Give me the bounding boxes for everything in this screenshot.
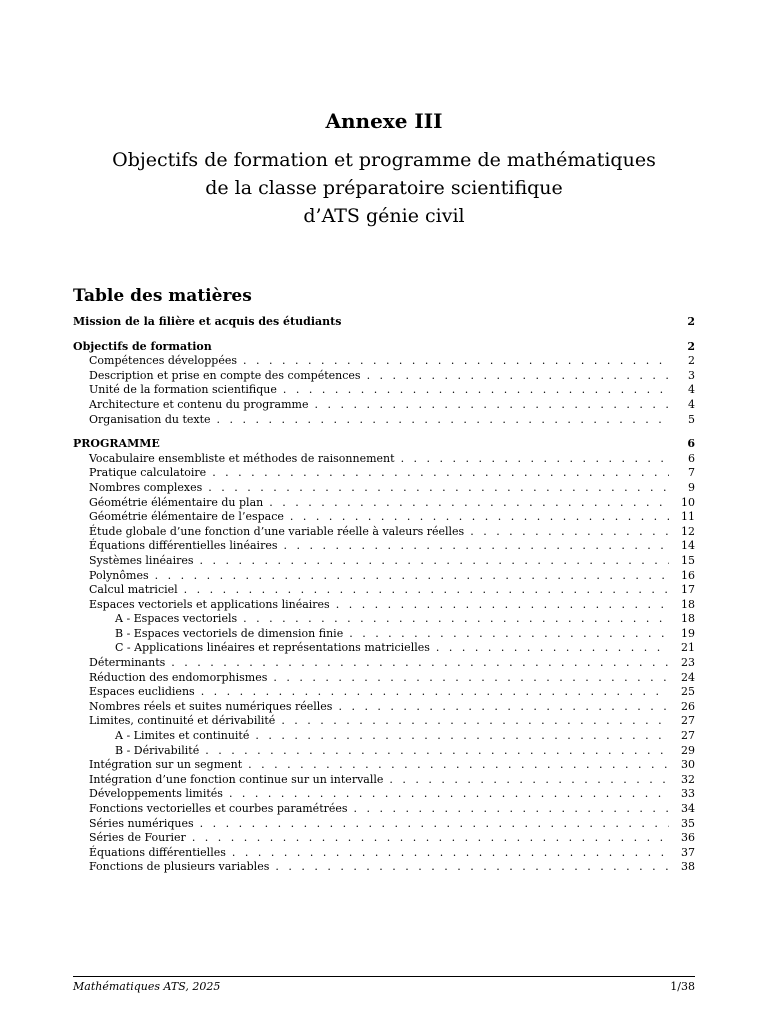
toc-entry-label: B - Dérivabilité <box>115 743 200 757</box>
toc-entry-page: 4 <box>688 383 695 397</box>
leader-dots <box>284 539 670 554</box>
leader-dots <box>273 671 669 686</box>
toc-entry-page: 23 <box>681 656 695 670</box>
toc-entry-page: 6 <box>687 437 695 451</box>
leader-dots <box>248 758 669 773</box>
toc-entry-label: Organisation du texte <box>89 412 211 426</box>
toc-entry[interactable] <box>73 481 695 496</box>
toc-entry-page: 21 <box>681 641 695 655</box>
toc-entry-page: 30 <box>681 758 695 772</box>
toc-entry-label: Polynômes <box>89 568 149 582</box>
toc-entry[interactable] <box>73 383 695 398</box>
leader-dots <box>349 627 669 642</box>
toc-entry-label: Nombres réels et suites numériques réelles <box>89 699 333 713</box>
toc-entry-label: A - Limites et continuité <box>115 729 250 743</box>
leader-dots <box>367 369 669 384</box>
toc-entry[interactable] <box>73 539 695 554</box>
leader-dots <box>171 656 669 671</box>
annexe-title: Annexe III <box>325 109 443 133</box>
leader-dots <box>436 641 669 656</box>
toc-entry-page: 2 <box>687 315 695 328</box>
toc-entry-label: Équations différentielles linéaires <box>89 539 278 553</box>
toc-entry-page: 19 <box>681 626 695 640</box>
leader-dots <box>155 569 669 584</box>
toc-entry-page: 7 <box>688 466 695 480</box>
toc-entry-page: 9 <box>688 480 695 494</box>
toc-entry[interactable] <box>73 369 695 384</box>
toc-entry-label: B - Espaces vectoriels de dimension finie <box>115 626 344 640</box>
toc-entry-label: C - Applications linéaires et représentations matricielles <box>115 641 430 655</box>
leader-dots <box>315 398 670 413</box>
toc-entry-label: PROGRAMME <box>73 437 160 451</box>
toc-entry[interactable] <box>73 510 695 525</box>
toc-entry-label: Objectifs de formation <box>73 339 212 353</box>
toc-entry[interactable] <box>73 817 695 832</box>
toc-entry-page: 12 <box>681 524 695 538</box>
leader-dots <box>255 729 669 744</box>
toc-entry-page: 36 <box>681 831 695 845</box>
leader-dots <box>200 817 669 832</box>
leader-dots <box>205 744 669 759</box>
leader-dots <box>243 354 669 369</box>
subtitle-line-2: de la classe préparatoire scientifique <box>205 177 563 199</box>
toc-entry-label: Compétences développées <box>89 354 238 368</box>
footer-divider <box>73 976 695 977</box>
toc-entry-label: Description et prise en compte des compétences <box>89 368 361 382</box>
toc-entry[interactable] <box>73 569 695 584</box>
toc-entry-label: Calcul matriciel <box>89 583 178 597</box>
toc-entry[interactable] <box>73 758 695 773</box>
toc-entry[interactable] <box>73 413 695 428</box>
subtitle-line-1: Objectifs de formation et programme de mathématiques <box>112 149 656 171</box>
toc-entry[interactable] <box>73 700 695 715</box>
toc-entry-label: Architecture et contenu du programme <box>89 397 309 411</box>
toc-entry[interactable] <box>73 685 695 700</box>
toc-entry[interactable] <box>73 860 695 875</box>
toc-entry-page: 5 <box>688 412 695 426</box>
toc-entry-label: Espaces euclidiens <box>89 685 195 699</box>
toc-entry-page: 18 <box>681 612 695 626</box>
toc-entry-page: 32 <box>681 772 695 786</box>
toc-entry-label: Vocabulaire ensembliste et méthodes de raisonnement <box>89 451 395 465</box>
toc-entry-page: 33 <box>681 787 695 801</box>
leader-dots <box>208 481 669 496</box>
toc-entry[interactable] <box>73 714 695 729</box>
toc-entry-page: 34 <box>681 802 695 815</box>
toc-entry[interactable] <box>73 729 695 744</box>
toc-entry[interactable] <box>73 641 695 656</box>
toc-entry-page: 17 <box>681 583 695 597</box>
subtitle-line-3: d’ATS génie civil <box>303 205 465 227</box>
toc-entry-label: Étude globale d’une fonction d’une variable réelle à valeurs réelles <box>89 524 465 538</box>
leader-dots <box>336 598 669 613</box>
toc-entry-page: 15 <box>681 553 695 567</box>
toc-entry-page: 37 <box>681 845 695 859</box>
toc-entry-label: Mission de la filière et acquis des étudiants <box>73 315 342 328</box>
toc-entry[interactable] <box>73 773 695 788</box>
leader-dots <box>184 583 669 598</box>
toc-entry-page: 26 <box>681 699 695 713</box>
toc-entry-page: 25 <box>681 685 695 699</box>
leader-dots <box>389 773 669 788</box>
toc-entry-label: Espaces vectoriels et applications linéaires <box>89 597 330 611</box>
toc-entry-label: A - Espaces vectoriels <box>115 612 238 626</box>
toc-entry-label: Séries de Fourier <box>89 831 186 845</box>
leader-dots <box>275 860 669 875</box>
toc-entry-page: 6 <box>688 451 695 465</box>
toc-entry-page: 14 <box>681 539 695 553</box>
leader-dots <box>338 700 669 715</box>
toc-entry-page: 11 <box>681 510 695 524</box>
toc-entry[interactable] <box>73 598 695 613</box>
footer-title: Mathématiques ATS, 2025 <box>73 980 221 993</box>
toc-entry-page: 4 <box>688 397 695 411</box>
leader-dots <box>290 510 669 525</box>
toc-entry-mission[interactable] <box>73 315 695 330</box>
toc-entry-page: 24 <box>681 670 695 684</box>
toc-entry[interactable] <box>73 398 695 413</box>
document-title-block <box>0 108 768 230</box>
toc-entry-label: Déterminants <box>89 656 166 670</box>
toc-entry-label: Fonctions vectorielles et courbes paramétrées <box>89 802 348 815</box>
toc-entry-label: Systèmes linéaires <box>89 553 194 567</box>
toc-entry-label: Pratique calculatoire <box>89 466 207 480</box>
toc-entry-page: 35 <box>681 816 695 830</box>
toc-entry-label: Séries numériques <box>89 816 194 830</box>
toc-entry[interactable] <box>73 496 695 511</box>
toc-entry[interactable] <box>73 627 695 642</box>
toc-entry[interactable] <box>73 466 695 481</box>
leader-dots <box>283 383 669 398</box>
toc-entry-label: Géométrie élémentaire du plan <box>89 495 264 509</box>
toc-entry-label: Limites, continuité et dérivabilité <box>89 714 276 728</box>
leader-dots <box>201 685 669 700</box>
leader-dots <box>354 802 669 817</box>
leader-dots <box>212 466 669 481</box>
toc-entry-page: 10 <box>681 495 695 509</box>
toc-entry-label: Unité de la formation scientifique <box>89 383 277 397</box>
leader-dots <box>229 787 669 802</box>
leader-dots <box>470 525 669 540</box>
toc-entry-page: 2 <box>688 354 695 368</box>
toc-entry-label: Intégration d’une fonction continue sur un intervalle <box>89 772 384 786</box>
page-footer <box>73 980 695 993</box>
toc-entry-label: Équations différentielles <box>89 845 226 859</box>
toc-entry[interactable] <box>73 525 695 540</box>
toc-entry[interactable] <box>73 612 695 627</box>
toc-entry[interactable] <box>73 354 695 369</box>
toc-entry-page: 3 <box>688 368 695 382</box>
toc-heading: Table des matières <box>73 286 252 306</box>
leader-dots <box>401 452 669 467</box>
leader-dots <box>269 496 669 511</box>
leader-dots <box>232 846 669 861</box>
toc-entry-programme[interactable] <box>73 437 695 452</box>
toc-entry[interactable] <box>73 831 695 846</box>
toc-entry-label: Nombres complexes <box>89 480 203 494</box>
leader-dots <box>200 554 669 569</box>
leader-dots <box>192 831 669 846</box>
toc-entry-page: 18 <box>681 597 695 611</box>
toc-entry-page: 38 <box>681 860 695 874</box>
toc-entry[interactable] <box>73 554 695 569</box>
toc-entry-page: 27 <box>681 714 695 728</box>
table-of-contents <box>73 315 695 875</box>
toc-entry[interactable] <box>73 787 695 802</box>
toc-entry-label: Intégration sur un segment <box>89 758 243 772</box>
leader-dots <box>281 714 669 729</box>
toc-entry-page: 27 <box>681 729 695 743</box>
leader-dots <box>243 612 669 627</box>
page-number: 1/38 <box>670 980 695 993</box>
toc-entry-label: Développements limités <box>89 787 223 801</box>
leader-dots <box>217 413 669 428</box>
toc-entry-objectifs[interactable] <box>73 340 695 355</box>
toc-entry[interactable] <box>73 583 695 598</box>
toc-entry-page: 29 <box>681 743 695 757</box>
toc-entry-label: Géométrie élémentaire de l’espace <box>89 510 284 524</box>
toc-entry[interactable] <box>73 744 695 759</box>
toc-entry[interactable] <box>73 846 695 861</box>
toc-entry[interactable] <box>73 452 695 467</box>
toc-entry-label: Fonctions de plusieurs variables <box>89 860 270 874</box>
toc-entry[interactable] <box>73 656 695 671</box>
toc-entry-page: 2 <box>687 339 695 353</box>
toc-entry-page: 16 <box>681 568 695 582</box>
toc-entry-label: Réduction des endomorphismes <box>89 670 268 684</box>
toc-entry[interactable] <box>73 671 695 686</box>
toc-entry[interactable] <box>73 802 695 817</box>
